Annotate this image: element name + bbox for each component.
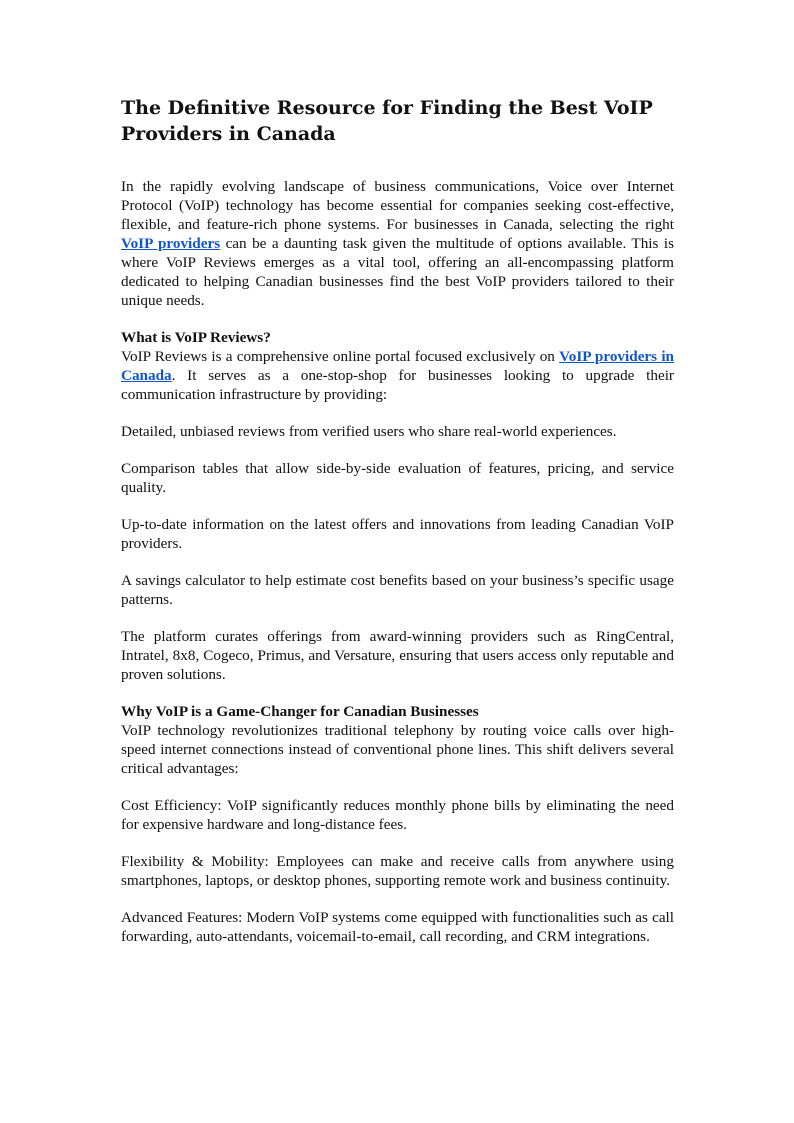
section-heading-voip-reviews: What is VoIP Reviews? — [121, 329, 271, 346]
voip-providers-canada-link[interactable]: VoIP providers in Canada — [121, 348, 675, 384]
page-title: The Definitive Resource for Finding the Best VoIP Providers in Canada — [121, 97, 653, 145]
section1-item: A savings calculator to help estimate cost benefits based on your business’s specific usage patterns. — [121, 572, 674, 608]
intro-text-before: In the rapidly evolving landscape of business communications, Voice over Internet Protocol (VoIP) technology has become essential for companies seeking cost-effective, flexible, and feature-rich phone systems. For businesses in Canada, selecting the right — [121, 178, 674, 233]
section1-item: Detailed, unbiased reviews from verified users who share real-world experiences. — [121, 423, 617, 440]
section1-text-before: VoIP Reviews is a comprehensive online portal focused exclusively on — [121, 348, 560, 365]
section1-intro-paragraph — [121, 347, 674, 404]
section2-item: Cost Efficiency: VoIP significantly reduces monthly phone bills by eliminating the need for expensive hardware and long-distance fees. — [121, 797, 674, 833]
section1-item: Comparison tables that allow side-by-side evaluation of features, pricing, and service quality. — [121, 460, 674, 496]
intro-text-after: can be a daunting task given the multitude of options available. This is where VoIP Reviews emerges as a vital tool, offering an all-encompassing platform dedicated to helping Canadian businesses find the best VoIP providers tailored to their unique needs. — [121, 235, 674, 309]
intro-paragraph — [121, 177, 674, 310]
section2-item: Flexibility & Mobility: Employees can make and receive calls from anywhere using smartphones, laptops, or desktop phones, supporting remote work and business continuity. — [121, 853, 674, 889]
section1-item: Up-to-date information on the latest offers and innovations from leading Canadian VoIP providers. — [121, 516, 674, 552]
section-heading-game-changer: Why VoIP is a Game-Changer for Canadian Businesses — [121, 703, 479, 720]
section1-item: The platform curates offerings from award-winning providers such as RingCentral, Intratel, 8x8, Cogeco, Primus, and Versature, ensuring that users access only reputable and proven solutions. — [121, 628, 674, 683]
voip-providers-link[interactable]: VoIP providers — [121, 235, 221, 252]
section1-text-after: . It serves as a one-stop-shop for businesses looking to upgrade their communication infrastructure by providing: — [121, 367, 674, 403]
section2-item: Advanced Features: Modern VoIP systems come equipped with functionalities such as call forwarding, auto-attendants, voicemail-to-email, call recording, and CRM integrations. — [121, 909, 674, 945]
section2-intro-paragraph: VoIP technology revolutionizes traditional telephony by routing voice calls over high-speed internet connections instead of conventional phone lines. This shift delivers several critical advantages: — [121, 722, 674, 777]
document-page — [121, 95, 674, 964]
